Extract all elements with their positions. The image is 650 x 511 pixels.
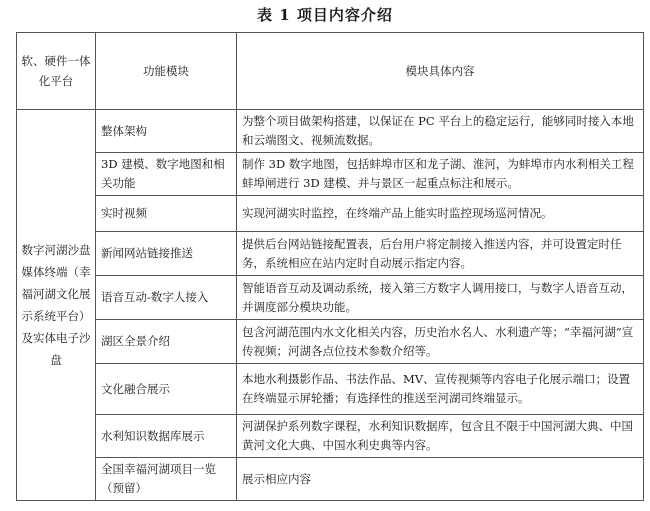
- table-row: [17, 196, 644, 232]
- table-row: [17, 153, 644, 196]
- table-row: [17, 232, 644, 276]
- content-cell: 制作 3D 数字地图，包括蚌埠市区和龙子湖、淮河，为蚌埠市内水利相关工程蚌埠闸进行 3D 建模、并与景区一起重点标注和展示。: [237, 153, 644, 196]
- content-cell: 智能语音互动及调动系统，接入第三方数字人调用接口，与数字人语音互动，并调度部分模块功能。: [237, 276, 644, 320]
- module-cell: 语音互动-数字人接入: [96, 276, 237, 320]
- content-cell: 本地水利摄影作品、书法作品、MV、宣传视频等内容电子化展示端口；设置在终端显示屏轮播；有选择性的推送至河湖司终端显示。: [237, 364, 644, 415]
- module-cell: 文化融合展示: [96, 364, 237, 415]
- module-cell: 湖区全景介绍: [96, 320, 237, 364]
- table-header-row: [17, 33, 644, 110]
- table-row: [17, 276, 644, 320]
- table-row: [17, 320, 644, 364]
- table-row: [17, 110, 644, 153]
- content-cell: 展示相应内容: [237, 458, 644, 501]
- table-row: [17, 415, 644, 458]
- content-cell: 为整个项目做架构搭建，以保证在 PC 平台上的稳定运行，能够同时接入本地和云端图文、视频流数据。: [237, 110, 644, 153]
- table-row: [17, 364, 644, 415]
- content-cell: 包含河湖范围内水文化相关内容，历史治水名人、水利遗产等；“幸福河湖”宣传视频；河湖各点位技术参数介绍等。: [237, 320, 644, 364]
- content-cell: 河湖保护系列数字课程，水利知识数据库，包含且不限于中国河湖大典、中国黄河文化大典、中国水利史典等内容。: [237, 415, 644, 458]
- table-title: 表 1 项目内容介绍: [257, 6, 393, 24]
- content-cell: 提供后台网站链接配置表，后台用户将定制接入推送内容，并可设置定时任务，系统相应在站内定时自动展示指定内容。: [237, 232, 644, 276]
- module-cell: 新闻网站链接推送: [96, 232, 237, 276]
- module-cell: 整体架构: [96, 110, 237, 153]
- project-content-table: [16, 32, 644, 501]
- module-cell: 全国幸福河湖项目一览（预留）: [96, 458, 237, 501]
- table-row: [17, 458, 644, 501]
- module-cell: 实时视频: [96, 196, 237, 232]
- platform-cell: 数字河湖沙盘媒体终端（幸福河湖文化展示系统平台）及实体电子沙盘: [17, 110, 96, 501]
- header-content: 模块具体内容: [237, 33, 644, 110]
- module-cell: 水利知识数据库展示: [96, 415, 237, 458]
- content-cell: 实现河湖实时监控，在终端产品上能实时监控现场巡河情况。: [237, 196, 644, 232]
- module-cell: 3D 建模、数字地图和相关功能: [96, 153, 237, 196]
- header-module: 功能模块: [96, 33, 237, 110]
- header-platform: 软、硬件一体化平台: [17, 33, 96, 110]
